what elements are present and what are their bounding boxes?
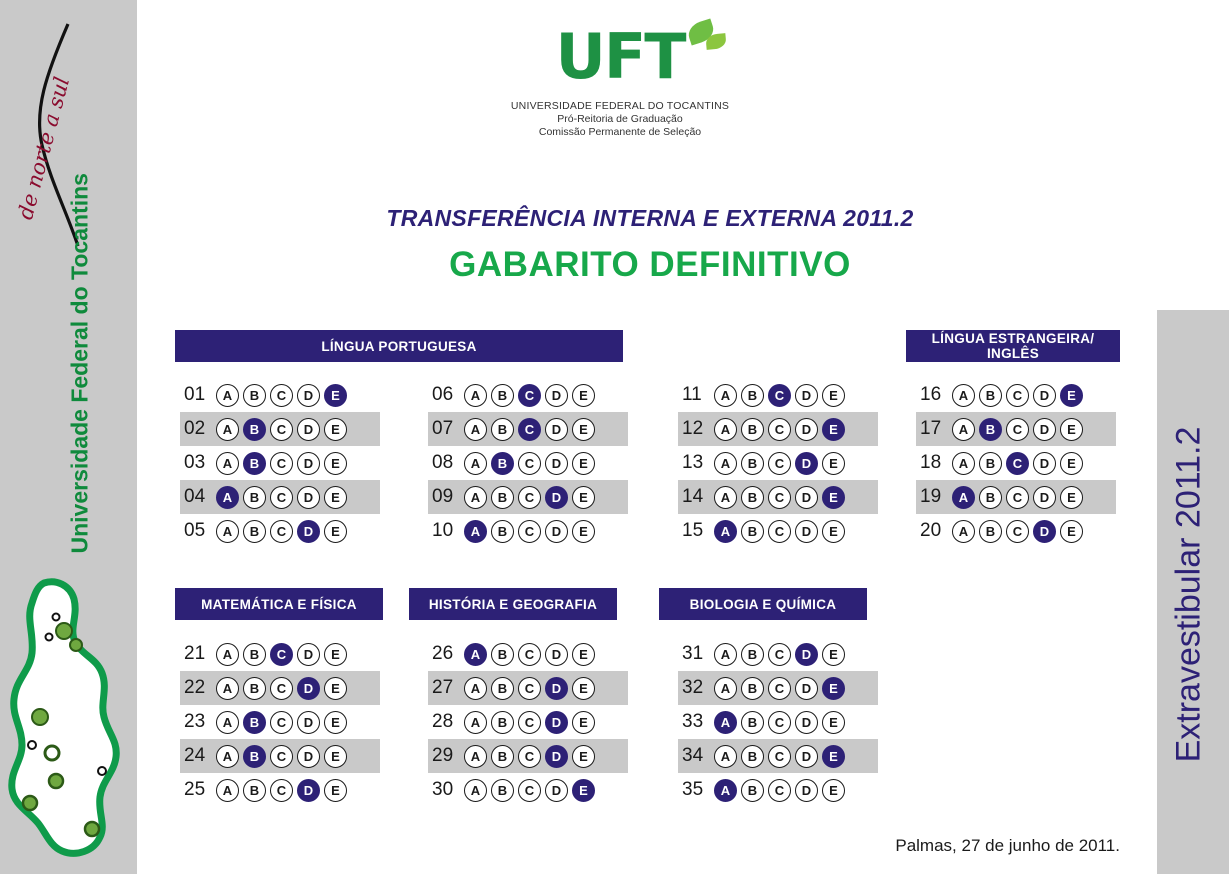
answer-row — [916, 514, 1116, 548]
answer-bubble-a: A — [216, 779, 239, 802]
answer-bubble-e: E — [324, 643, 347, 666]
answer-row — [428, 671, 628, 705]
answer-bubble-d: D — [297, 779, 320, 802]
question-number: 14 — [682, 486, 704, 507]
question-number: 27 — [432, 677, 454, 698]
answer-bubble-a: A — [216, 486, 239, 509]
section-header-biologia: BIOLOGIA E QUÍMICA — [659, 588, 867, 620]
question-number: 01 — [184, 384, 206, 405]
answer-bubble-c: C — [1006, 486, 1029, 509]
answer-bubble-d: D — [545, 384, 568, 407]
question-number: 08 — [432, 452, 454, 473]
question-number: 26 — [432, 643, 454, 664]
answer-bubble-c: C — [270, 711, 293, 734]
answer-bubble-d: D — [545, 745, 568, 768]
answer-bubble-c: C — [270, 745, 293, 768]
answer-bubble-a: A — [464, 677, 487, 700]
answer-bubble-d: D — [297, 643, 320, 666]
answer-column-4 — [916, 378, 1116, 548]
answer-bubble-c: C — [518, 677, 541, 700]
answer-bubble-c: C — [768, 486, 791, 509]
script-text: de norte a sul — [13, 74, 75, 223]
answer-bubble-b: B — [491, 745, 514, 768]
answer-bubble-a: A — [216, 711, 239, 734]
answer-row — [180, 378, 380, 412]
answer-row — [678, 378, 878, 412]
uft-wordmark: UFT — [555, 20, 685, 93]
answer-bubble-d: D — [545, 486, 568, 509]
answer-bubble-a: A — [216, 520, 239, 543]
answer-row — [180, 412, 380, 446]
answer-bubble-d: D — [1033, 418, 1056, 441]
answer-bubble-e: E — [324, 677, 347, 700]
answer-bubble-d: D — [545, 418, 568, 441]
answer-bubble-b: B — [979, 486, 1002, 509]
answer-bubble-c: C — [270, 452, 293, 475]
answer-bubble-e: E — [324, 745, 347, 768]
answer-bubble-b: B — [243, 677, 266, 700]
question-number: 32 — [682, 677, 704, 698]
question-number: 31 — [682, 643, 704, 664]
answer-row — [678, 671, 878, 705]
answer-bubble-c: C — [270, 418, 293, 441]
question-number: 21 — [184, 643, 206, 664]
answer-bubble-e: E — [1060, 520, 1083, 543]
section-header-matematica: MATEMÁTICA E FÍSICA — [175, 588, 383, 620]
answer-bubble-d: D — [545, 779, 568, 802]
answer-bubble-e: E — [822, 643, 845, 666]
answer-row — [428, 412, 628, 446]
answer-bubble-a: A — [952, 452, 975, 475]
answer-bubble-e: E — [324, 520, 347, 543]
answer-row — [916, 446, 1116, 480]
answer-bubble-b: B — [979, 520, 1002, 543]
question-number: 34 — [682, 745, 704, 766]
answer-bubble-a: A — [464, 384, 487, 407]
answer-bubble-a: A — [216, 745, 239, 768]
section-header-historia: HISTÓRIA E GEOGRAFIA — [409, 588, 617, 620]
question-number: 13 — [682, 452, 704, 473]
answer-bubble-e: E — [1060, 384, 1083, 407]
answer-bubble-c: C — [768, 677, 791, 700]
answer-bubble-e: E — [572, 643, 595, 666]
question-number: 18 — [920, 452, 942, 473]
question-number: 06 — [432, 384, 454, 405]
answer-bubble-b: B — [243, 643, 266, 666]
answer-bubble-a: A — [714, 520, 737, 543]
answer-bubble-b: B — [979, 418, 1002, 441]
answer-bubble-a: A — [714, 779, 737, 802]
question-number: 25 — [184, 779, 206, 800]
answer-bubble-a: A — [464, 452, 487, 475]
question-number: 30 — [432, 779, 454, 800]
answer-bubble-b: B — [741, 677, 764, 700]
answer-bubble-a: A — [714, 643, 737, 666]
tocantins-state-map-icon — [4, 575, 134, 865]
uft-logo-block — [470, 22, 770, 139]
answer-bubble-b: B — [243, 745, 266, 768]
answer-bubble-c: C — [1006, 418, 1029, 441]
answer-bubble-c: C — [270, 384, 293, 407]
answer-bubble-d: D — [795, 643, 818, 666]
answer-bubble-a: A — [464, 418, 487, 441]
answer-bubble-a: A — [714, 486, 737, 509]
answer-bubble-e: E — [324, 486, 347, 509]
answer-bubble-c: C — [518, 520, 541, 543]
question-number: 03 — [184, 452, 206, 473]
answer-row — [180, 480, 380, 514]
answer-bubble-d: D — [1033, 486, 1056, 509]
question-number: 28 — [432, 711, 454, 732]
answer-bubble-b: B — [491, 384, 514, 407]
answer-row — [180, 739, 380, 773]
answer-bubble-c: C — [1006, 452, 1029, 475]
answer-bubble-a: A — [216, 677, 239, 700]
answer-bubble-c: C — [1006, 384, 1029, 407]
answer-row — [428, 514, 628, 548]
answer-row — [678, 637, 878, 671]
answer-bubble-c: C — [518, 711, 541, 734]
answer-bubble-e: E — [822, 779, 845, 802]
answer-row — [428, 705, 628, 739]
answer-bubble-c: C — [768, 418, 791, 441]
question-number: 04 — [184, 486, 206, 507]
answer-bubble-a: A — [952, 520, 975, 543]
answer-bubble-e: E — [822, 677, 845, 700]
answer-bubble-b: B — [741, 711, 764, 734]
answer-bubble-b: B — [491, 452, 514, 475]
answer-column-1 — [180, 378, 380, 548]
answer-bubble-a: A — [464, 745, 487, 768]
answer-row — [428, 446, 628, 480]
answer-bubble-b: B — [491, 677, 514, 700]
answer-bubble-c: C — [270, 677, 293, 700]
answer-bubble-a: A — [464, 520, 487, 543]
answer-bubble-b: B — [243, 486, 266, 509]
answer-bubble-d: D — [297, 520, 320, 543]
answer-bubble-e: E — [822, 486, 845, 509]
answer-bubble-e: E — [1060, 418, 1083, 441]
answer-bubble-a: A — [952, 486, 975, 509]
answer-row — [678, 446, 878, 480]
answer-row — [678, 739, 878, 773]
answer-bubble-a: A — [464, 486, 487, 509]
answer-bubble-c: C — [768, 711, 791, 734]
question-number: 17 — [920, 418, 942, 439]
answer-bubble-c: C — [270, 520, 293, 543]
answer-bubble-d: D — [297, 486, 320, 509]
answer-bubble-d: D — [795, 779, 818, 802]
answer-bubble-c: C — [768, 384, 791, 407]
answer-bubble-a: A — [714, 745, 737, 768]
answer-bubble-e: E — [572, 384, 595, 407]
answer-bubble-b: B — [491, 643, 514, 666]
answer-bubble-e: E — [822, 745, 845, 768]
question-number: 29 — [432, 745, 454, 766]
answer-row — [678, 773, 878, 807]
answer-bubble-a: A — [216, 452, 239, 475]
answer-row — [180, 705, 380, 739]
answer-bubble-d: D — [545, 711, 568, 734]
answer-row — [678, 412, 878, 446]
answer-column-2 — [428, 378, 628, 548]
answer-bubble-a: A — [464, 643, 487, 666]
answer-row — [428, 773, 628, 807]
question-number: 16 — [920, 384, 942, 405]
answer-row — [180, 637, 380, 671]
answer-bubble-b: B — [741, 520, 764, 543]
answer-bubble-c: C — [768, 520, 791, 543]
answer-bubble-e: E — [822, 711, 845, 734]
answer-bubble-c: C — [518, 418, 541, 441]
institution-name: UNIVERSIDADE FEDERAL DO TOCANTINS — [510, 100, 730, 112]
question-number: 07 — [432, 418, 454, 439]
answer-bubble-d: D — [297, 384, 320, 407]
answer-row — [180, 773, 380, 807]
answer-bubble-b: B — [491, 779, 514, 802]
answer-bubble-e: E — [572, 520, 595, 543]
answer-row — [180, 671, 380, 705]
answer-bubble-e: E — [822, 384, 845, 407]
answer-row — [428, 637, 628, 671]
question-number: 12 — [682, 418, 704, 439]
answer-bubble-b: B — [741, 384, 764, 407]
answer-bubble-c: C — [518, 452, 541, 475]
answer-bubble-e: E — [572, 486, 595, 509]
answer-bubble-b: B — [741, 418, 764, 441]
answer-bubble-a: A — [714, 711, 737, 734]
answer-bubble-d: D — [795, 520, 818, 543]
answer-bubble-c: C — [518, 384, 541, 407]
answer-bubble-c: C — [768, 452, 791, 475]
answer-bubble-e: E — [572, 779, 595, 802]
answer-bubble-d: D — [545, 677, 568, 700]
answer-bubble-b: B — [741, 745, 764, 768]
answer-bubble-a: A — [216, 384, 239, 407]
answer-bubble-c: C — [518, 745, 541, 768]
answer-column-3 — [678, 378, 878, 548]
answer-bubble-c: C — [518, 779, 541, 802]
question-number: 23 — [184, 711, 206, 732]
answer-bubble-d: D — [795, 711, 818, 734]
answer-bubble-a: A — [464, 779, 487, 802]
answer-bubble-b: B — [243, 418, 266, 441]
question-number: 19 — [920, 486, 942, 507]
answer-bubble-e: E — [324, 384, 347, 407]
question-number: 15 — [682, 520, 704, 541]
answer-row — [180, 446, 380, 480]
answer-bubble-d: D — [795, 384, 818, 407]
answer-bubble-b: B — [741, 643, 764, 666]
answer-bubble-d: D — [297, 452, 320, 475]
answer-bubble-e: E — [572, 745, 595, 768]
answer-bubble-c: C — [768, 745, 791, 768]
answer-bubble-b: B — [491, 486, 514, 509]
answer-bubble-e: E — [822, 452, 845, 475]
answer-bubble-d: D — [795, 452, 818, 475]
institution-committee: Comissão Permanente de Seleção — [538, 126, 702, 138]
answer-bubble-a: A — [216, 643, 239, 666]
answer-bubble-d: D — [545, 452, 568, 475]
question-number: 05 — [184, 520, 206, 541]
answer-bubble-d: D — [297, 677, 320, 700]
answer-row — [916, 378, 1116, 412]
answer-bubble-b: B — [741, 779, 764, 802]
answer-bubble-b: B — [491, 711, 514, 734]
answer-bubble-d: D — [297, 711, 320, 734]
answer-bubble-d: D — [795, 418, 818, 441]
answer-row — [916, 412, 1116, 446]
answer-bubble-d: D — [545, 520, 568, 543]
answer-bubble-a: A — [714, 384, 737, 407]
question-number: 09 — [432, 486, 454, 507]
question-number: 10 — [432, 520, 454, 541]
institution-lines — [470, 100, 770, 139]
answer-bubble-d: D — [545, 643, 568, 666]
tocantins-map — [4, 575, 134, 865]
footer-place-date: Palmas, 27 de junho de 2011. — [895, 836, 1120, 855]
answer-row — [678, 705, 878, 739]
answer-bubble-d: D — [1033, 520, 1056, 543]
answer-bubble-a: A — [216, 418, 239, 441]
answer-bubble-d: D — [1033, 384, 1056, 407]
answer-bubble-c: C — [270, 486, 293, 509]
uft-logo-mark — [470, 22, 770, 96]
question-number: 02 — [184, 418, 206, 439]
answer-row — [428, 739, 628, 773]
answer-bubble-b: B — [243, 779, 266, 802]
section-header-estrangeira: LÍNGUA ESTRANGEIRA/ INGLÊS — [906, 330, 1120, 362]
answer-bubble-b: B — [979, 452, 1002, 475]
left-sidebar-band — [0, 0, 137, 874]
answer-bubble-c: C — [518, 643, 541, 666]
answer-bubble-a: A — [714, 452, 737, 475]
answer-bubble-e: E — [1060, 452, 1083, 475]
answer-bubble-e: E — [324, 452, 347, 475]
answer-column-5 — [180, 637, 380, 807]
answer-row — [678, 480, 878, 514]
answer-bubble-a: A — [952, 418, 975, 441]
answer-bubble-e: E — [324, 711, 347, 734]
answer-bubble-e: E — [822, 418, 845, 441]
question-number: 35 — [682, 779, 704, 800]
answer-bubble-d: D — [1033, 452, 1056, 475]
answer-bubble-a: A — [464, 711, 487, 734]
answer-row — [180, 514, 380, 548]
answer-row — [428, 378, 628, 412]
answer-bubble-c: C — [270, 779, 293, 802]
answer-bubble-b: B — [243, 384, 266, 407]
answer-row — [916, 480, 1116, 514]
page-title: GABARITO DEFINITIVO — [449, 245, 851, 284]
answer-bubble-b: B — [243, 452, 266, 475]
answer-bubble-c: C — [768, 643, 791, 666]
institution-dept: Pró-Reitoria de Graduação — [557, 113, 683, 125]
answer-bubble-b: B — [491, 418, 514, 441]
right-sidebar-band — [1157, 310, 1229, 874]
answer-row — [678, 514, 878, 548]
answer-bubble-c: C — [1006, 520, 1029, 543]
question-number: 33 — [682, 711, 704, 732]
answer-bubble-a: A — [714, 418, 737, 441]
answer-bubble-b: B — [243, 711, 266, 734]
answer-bubble-b: B — [243, 520, 266, 543]
answer-bubble-e: E — [572, 677, 595, 700]
answer-bubble-d: D — [795, 745, 818, 768]
answer-bubble-e: E — [572, 452, 595, 475]
exam-title: TRANSFERÊNCIA INTERNA E EXTERNA 2011.2 — [386, 205, 914, 231]
answer-bubble-b: B — [491, 520, 514, 543]
answer-bubble-d: D — [297, 745, 320, 768]
question-number: 24 — [184, 745, 206, 766]
answer-bubble-c: C — [270, 643, 293, 666]
answer-column-7 — [678, 637, 878, 807]
exam-vertical-title: Extravestibular 2011.2 — [1169, 426, 1208, 763]
answer-bubble-e: E — [822, 520, 845, 543]
answer-bubble-d: D — [297, 418, 320, 441]
answer-bubble-d: D — [795, 677, 818, 700]
answer-column-6 — [428, 637, 628, 807]
answer-bubble-c: C — [768, 779, 791, 802]
answer-bubble-e: E — [324, 418, 347, 441]
answer-bubble-a: A — [714, 677, 737, 700]
answer-bubble-b: B — [979, 384, 1002, 407]
answer-bubble-e: E — [572, 711, 595, 734]
university-vertical-title: Universidade Federal do Tocantins — [66, 173, 93, 554]
answer-bubble-d: D — [795, 486, 818, 509]
section-header-portuguesa: LÍNGUA PORTUGUESA — [175, 330, 623, 362]
question-number: 20 — [920, 520, 942, 541]
answer-bubble-e: E — [572, 418, 595, 441]
answer-bubble-e: E — [1060, 486, 1083, 509]
question-number: 11 — [682, 384, 702, 405]
question-number: 22 — [184, 677, 206, 698]
answer-bubble-a: A — [952, 384, 975, 407]
answer-bubble-b: B — [741, 452, 764, 475]
answer-row — [428, 480, 628, 514]
answer-bubble-b: B — [741, 486, 764, 509]
answer-bubble-e: E — [324, 779, 347, 802]
answer-bubble-c: C — [518, 486, 541, 509]
